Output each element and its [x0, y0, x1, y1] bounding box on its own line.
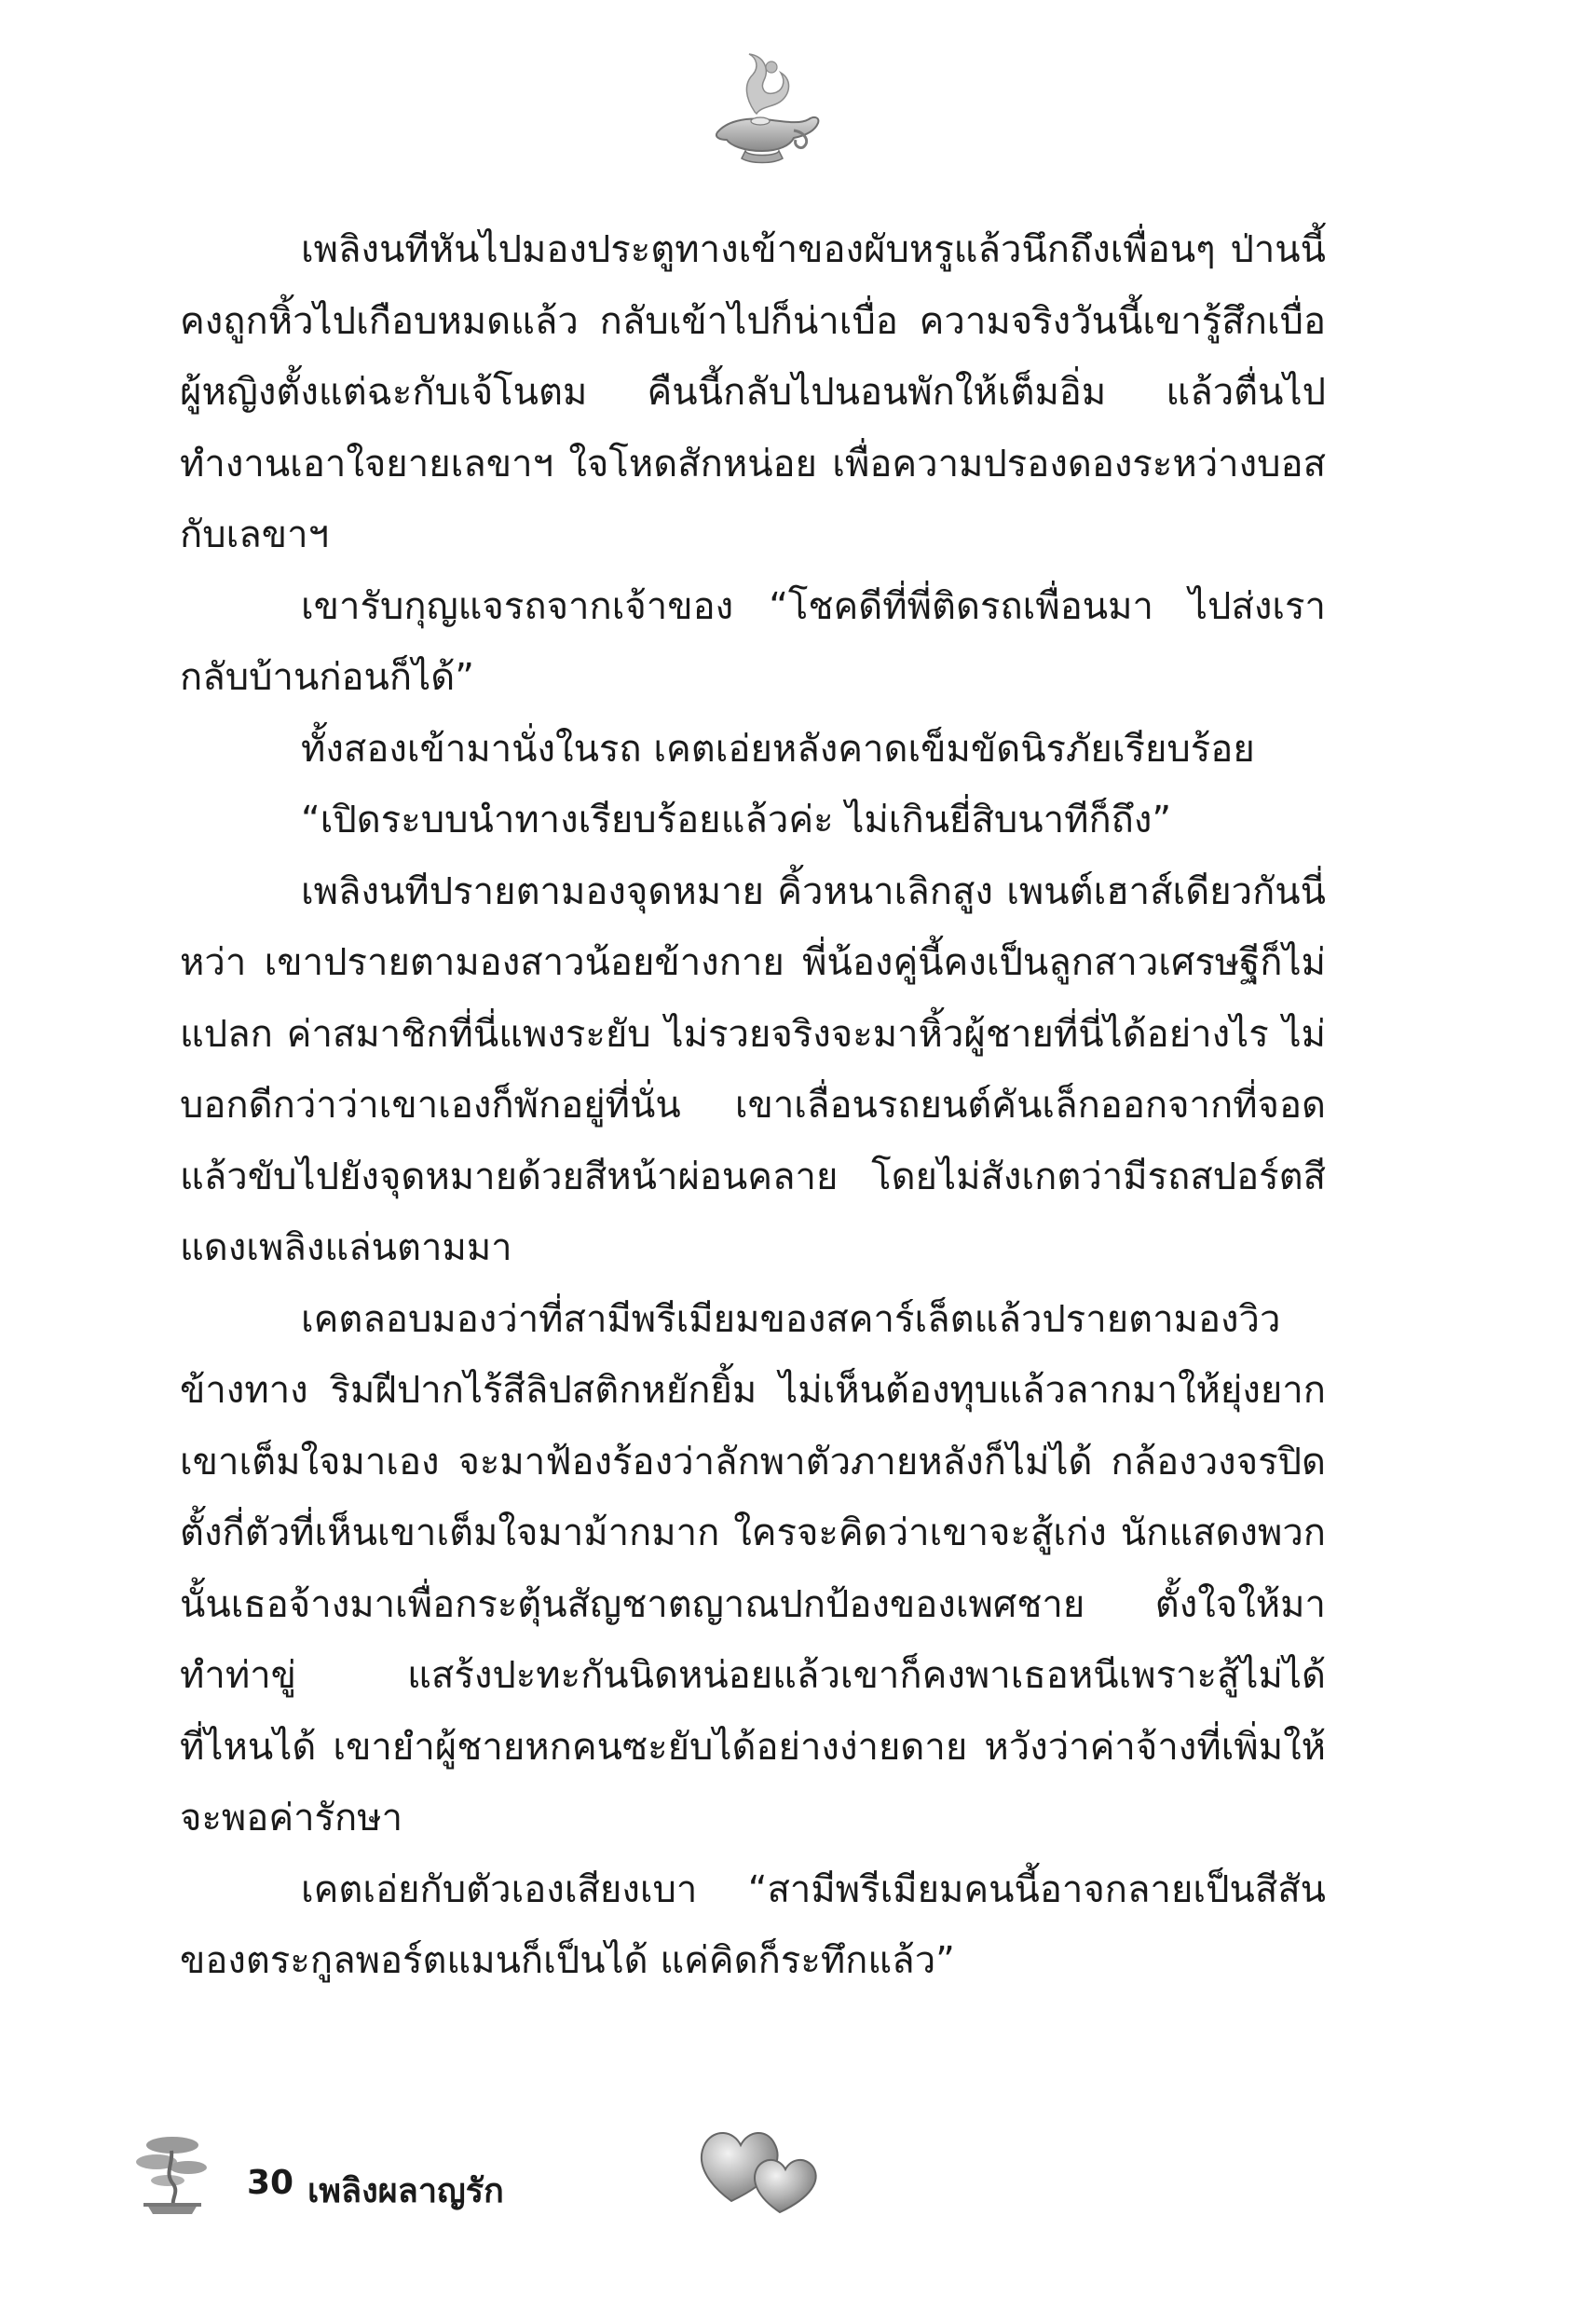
paragraph: “เปิดระบบนำทางเรียบร้อยแล้วค่ะ ไม่เกินยี่สิบนาทีก็ถึง” [301, 799, 1172, 841]
hearts-icon [694, 2115, 825, 2218]
paragraph: เพลิงนทีหันไปมองประตูทางเข้าของผับหรูแล้วนึกถึงเพื่อนๆ ป่านนี้คงถูกหิ้วไปเกือบหมดแล้ว กลับเข้าไปก็น่าเบื่อ ความจริงวันนี้เขารู้สึกเบื่อผู้หญิงตั้งแต่ฉะกับเจ้โนตม คืนนี้กลับไปนอนพักให้เต็มอิ่ม แล้วตื่นไปทำงานเอาใจยายเลขาฯ ใจโหดสักหน่อย เพื่อความปรองดองระหว่างบอสกับเลขาฯ [180, 228, 1326, 556]
paragraph: เคตลอบมองว่าที่สามีพรีเมียมของสคาร์เล็ตแล้วปรายตามองวิวข้างทาง ริมฝีปากไร้สีลิปสติกหยักยิ้ม ไม่เห็นต้องทุบแล้วลากมาให้ยุ่งยาก เขาเต็มใจมาเอง จะมาฟ้องร้องว่าลักพาตัวภายหลังก็ไม่ได้ กล้องวงจรปิดตั้งกี่ตัวที่เห็นเขาเต็มใจมาม้ากมาก ใครจะคิดว่าเขาจะสู้เก่ง นักแสดงพวกนั้นเธอจ้างมาเพื่อกระตุ้นสัญชาตญาณปกป้องของเพศชาย ตั้งใจให้มาทำท่าขู่ แสร้งปะทะกันนิดหน่อยแล้วเขาก็คงพาเธอหนีเพราะสู้ไม่ได้ ที่ไหนได้ เขายำผู้ชายหกคนซะยับได้อย่างง่ายดาย หวังว่าค่าจ้างที่เพิ่มให้จะพอค่ารักษา [180, 1297, 1326, 1839]
genie-lamp-icon [689, 47, 829, 168]
paragraph: ทั้งสองเข้ามานั่งในรถ เคตเอ่ยหลังคาดเข็มขัดนิรภัยเรียบร้อย [301, 727, 1255, 771]
paragraph: เพลิงนทีปรายตามองจุดหมาย คิ้วหนาเลิกสูง เพนต์เฮาส์เดียวกันนี่หว่า เขาปรายตามองสาวน้อยข้างกาย พี่น้องคู่นี้คงเป็นลูกสาวเศรษฐีก็ไม่แปลก ค่าสมาชิกที่นี่แพงระยับ ไม่รวยจริงจะมาหิ้วผู้ชายที่นี่ได้อย่างไร ไม่บอกดีกว่าว่าเขาเองก็พักอยู่ที่นั่น เขาเลื่อนรถยนต์คันเล็กออกจากที่จอดแล้วขับไปยังจุดหมายด้วยสีหน้าผ่อนคลาย โดยไม่สังเกตว่ามีรถสปอร์ตสีแดงเพลิงแล่นตามมา [180, 869, 1326, 1269]
book-title: เพลิงผลาญรัก [307, 2172, 504, 2210]
paragraph: เคตเอ่ยกับตัวเองเสียงเบา “สามีพรีเมียมคนนี้อาจกลายเป็นสีสันของตระกูลพอร์ตแมนก็เป็นได้ แค่คิดก็ระทึกแล้ว” [180, 1867, 1326, 1982]
bonsai-tree-icon [130, 2126, 214, 2220]
page-number: 30 [247, 2164, 294, 2202]
body-text [180, 214, 1326, 1997]
paragraph: เขารับกุญแจรถจากเจ้าของ “โชคดีที่พี่ติดรถเพื่อนมา ไปส่งเรากลับบ้านก่อนก็ได้” [180, 584, 1326, 699]
page-footer [0, 2106, 1596, 2292]
